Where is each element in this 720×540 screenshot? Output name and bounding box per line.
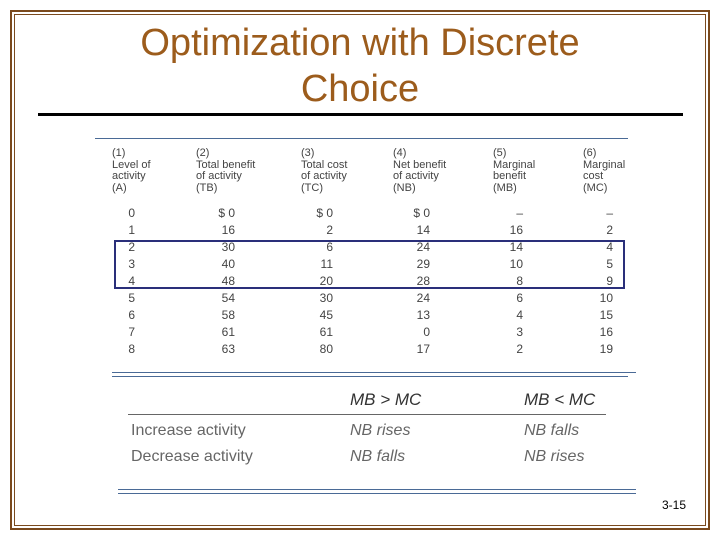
header-total-cost: (3) Total cost of activity (TC): [301, 147, 348, 194]
header-level: (1) Level of activity (A): [112, 147, 151, 194]
title-line-2: Choice: [300, 68, 420, 110]
rules-header-rule: [128, 414, 606, 415]
table-row: 2 30 6 24 14 4: [128, 240, 613, 254]
bottom-rule: [118, 493, 636, 494]
divider-rule: [112, 372, 636, 373]
rule-header-mb-greater: MB > MC: [350, 390, 422, 409]
bottom-rule: [118, 489, 636, 490]
table-row: 6 58 45 13 4 15: [128, 308, 613, 322]
divider-rule: [112, 376, 628, 377]
highlight-box-rows-2-4: [114, 240, 625, 289]
table-row: 1 16 2 14 16 2: [128, 223, 613, 237]
slide-title: [60, 20, 660, 112]
title-underline: [38, 113, 683, 116]
table-row: 7 61 61 0 3 16: [128, 325, 613, 339]
table-row: 8 63 80 17 2 19: [128, 342, 613, 356]
header-total-benefit: (2) Total benefit of activity (TB): [196, 147, 256, 194]
header-net-benefit: (4) Net benefit of activity (NB): [393, 147, 447, 194]
slide-number: 3-15: [662, 498, 687, 512]
table-row: 5 54 30 24 6 10: [128, 291, 613, 305]
header-marginal-cost: (6) Marginal cost (MC): [583, 147, 626, 194]
title-line-1: Optimization with Discrete: [140, 22, 580, 64]
table-row: 3 40 11 29 10 5: [128, 257, 613, 271]
header-marginal-benefit: (5) Marginal benefit (MB): [493, 147, 536, 194]
table-top-rule: [95, 138, 628, 139]
table-row: 4 48 20 28 8 9: [128, 274, 613, 288]
rule-header-mb-less: MB < MC: [524, 390, 596, 409]
table-row: 0 $ 0 $ 0 $ 0 – –: [128, 206, 613, 220]
